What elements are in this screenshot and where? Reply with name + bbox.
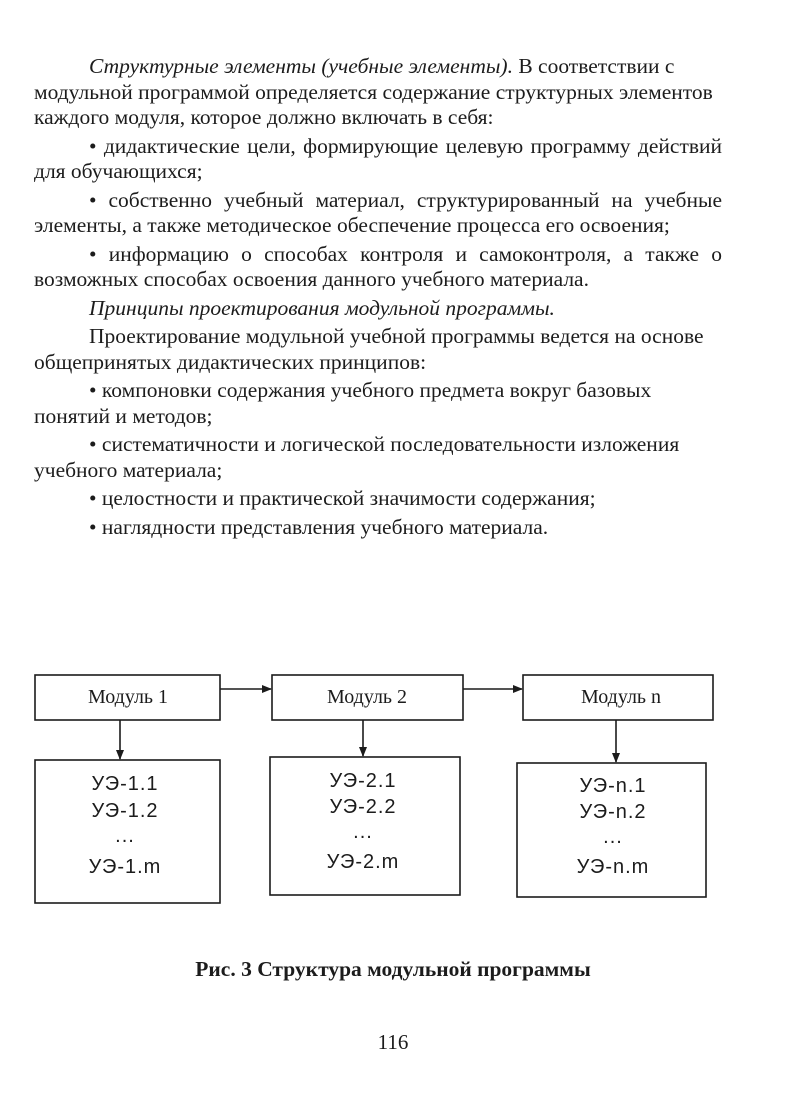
paragraph-text: В соответствии с модульной программой определяется содержание структурных элементов каждого модуля, которое должно включать в себя: — [34, 54, 713, 129]
bullet-systematic: • систематичности и логической последовательности изложения учебного материала; — [34, 432, 680, 482]
ue-1-2: УЭ-1.2 — [91, 800, 159, 822]
ue-n-m: УЭ-n.m — [576, 856, 650, 878]
italic-heading-structural: Структурные элементы (учебные элементы). — [89, 54, 513, 78]
ue-1-1: УЭ-1.1 — [91, 773, 159, 795]
module-2-title: Модуль 2 — [326, 686, 408, 708]
module-1-title: Модуль 1 — [87, 686, 169, 708]
bullet-composition: • компоновки содержания учебного предмета вокруг базовых понятий и методов; — [34, 378, 652, 428]
bullet-didactic-goals: • дидактические цели, формирующие целевую программу действий для обучающихся; — [34, 133, 722, 183]
bullet-integrity: • целостности и практической значимости содержания; — [89, 486, 596, 510]
bullet-learning-material: • собственно учебный материал, структурированный на учебные элементы, а также методическое обеспечение процесса его освоения; — [34, 187, 722, 237]
ue-2-m: УЭ-2.m — [326, 851, 400, 873]
page-number: 116 — [377, 1030, 409, 1054]
bullet-visibility: • наглядности представления учебного материала. — [89, 514, 549, 539]
italic-heading-principles: Принципы проектирования модульной программы. — [89, 295, 555, 320]
ue-1-ellipsis: ... — [115, 825, 135, 847]
ue-2-ellipsis: ... — [353, 821, 373, 843]
bullet-control-info: • информацию о способах контроля и самоконтроля, а также о возможных способах освоения данного учебного материала. — [34, 241, 722, 291]
ue-1-m: УЭ-1.m — [88, 856, 162, 878]
ue-n-ellipsis: ... — [603, 826, 623, 848]
figure-caption: Рис. 3 Структура модульной программы — [195, 957, 591, 981]
paragraph-design: Проектирование модульной учебной программы ведется на основе общепринятых дидактических принципов: — [34, 324, 704, 374]
ue-2-1: УЭ-2.1 — [329, 770, 397, 792]
ue-n-2: УЭ-n.2 — [579, 801, 647, 823]
module-n-title: Модуль n — [580, 686, 662, 708]
ue-2-2: УЭ-2.2 — [329, 796, 397, 818]
ue-n-1: УЭ-n.1 — [579, 775, 647, 797]
